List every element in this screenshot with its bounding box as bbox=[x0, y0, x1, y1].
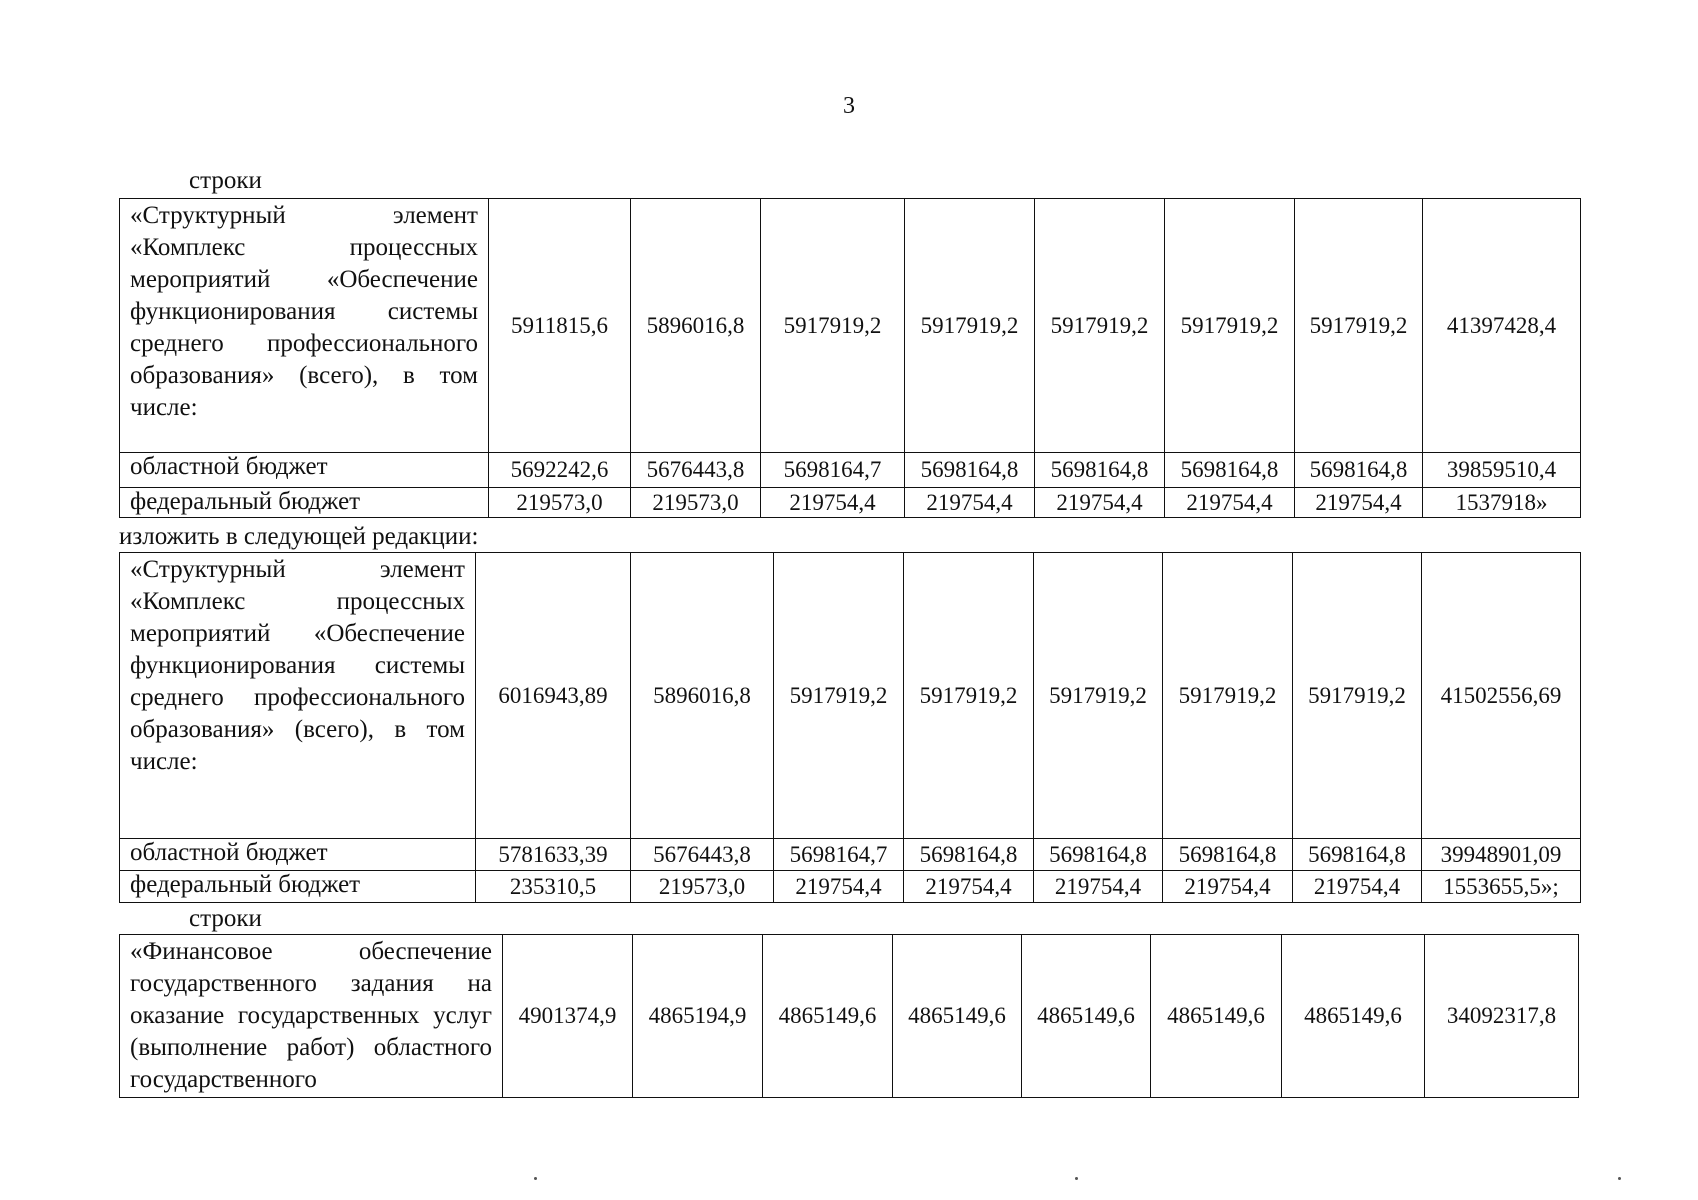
cell-value: 5698164,8 bbox=[1163, 839, 1293, 871]
cell-value: 1537918» bbox=[1423, 488, 1581, 518]
caption-rows: строки bbox=[189, 167, 262, 194]
cell-value: 5917919,2 bbox=[1293, 553, 1422, 839]
cell-value: 219754,4 bbox=[761, 488, 905, 518]
table-new-version bbox=[119, 552, 1581, 903]
cell-value: 5917919,2 bbox=[761, 199, 905, 453]
cell-value: 219754,4 bbox=[904, 871, 1034, 903]
cell-value: 219754,4 bbox=[1034, 871, 1163, 903]
cell-value: 39859510,4 bbox=[1423, 453, 1581, 488]
scan-speck bbox=[1618, 1177, 1621, 1180]
cell-value: 41502556,69 bbox=[1422, 553, 1581, 839]
row-label: федеральный бюджет bbox=[120, 871, 476, 903]
cell-value: 5917919,2 bbox=[905, 199, 1035, 453]
cell-value: 219754,4 bbox=[1165, 488, 1295, 518]
cell-value: 4901374,9 bbox=[503, 935, 633, 1098]
cell-value: 4865149,6 bbox=[1022, 935, 1151, 1098]
cell-value: 6016943,89 bbox=[476, 553, 631, 839]
cell-value: 4865194,9 bbox=[633, 935, 763, 1098]
row-label: «Структурный элемент «Комплекс процессных мероприятий «Обеспечение функционирования системы среднего профессионального образования» (всего), в том числе: bbox=[120, 553, 476, 839]
table-row bbox=[120, 199, 1581, 453]
cell-value: 219754,4 bbox=[1035, 488, 1165, 518]
cell-value: 219754,4 bbox=[1293, 871, 1422, 903]
cell-value: 5698164,8 bbox=[905, 453, 1035, 488]
row-label: областной бюджет bbox=[120, 453, 489, 488]
cell-value: 219573,0 bbox=[631, 488, 761, 518]
cell-value: 39948901,09 bbox=[1422, 839, 1581, 871]
cell-value: 4865149,6 bbox=[893, 935, 1022, 1098]
cell-value: 219573,0 bbox=[631, 871, 774, 903]
table-row bbox=[120, 553, 1581, 839]
cell-value: 5698164,7 bbox=[774, 839, 904, 871]
cell-value: 219754,4 bbox=[905, 488, 1035, 518]
cell-value: 235310,5 bbox=[476, 871, 631, 903]
cell-value: 5676443,8 bbox=[631, 453, 761, 488]
table-row bbox=[120, 453, 1581, 488]
cell-value: 5698164,8 bbox=[1165, 453, 1295, 488]
caption-new-version: изложить в следующей редакции: bbox=[119, 523, 479, 550]
cell-value: 5698164,8 bbox=[904, 839, 1034, 871]
cell-value: 219573,0 bbox=[489, 488, 631, 518]
scan-speck bbox=[1075, 1177, 1078, 1180]
table-row bbox=[120, 871, 1581, 903]
cell-value: 5896016,8 bbox=[631, 553, 774, 839]
row-label: «Структурный элемент «Комплекс процессных мероприятий «Обеспечение функционирования системы среднего профессионального образования» (всего), в том числе: bbox=[120, 199, 489, 453]
cell-value: 5917919,2 bbox=[904, 553, 1034, 839]
cell-value: 1553655,5»; bbox=[1422, 871, 1581, 903]
cell-value: 5917919,2 bbox=[1165, 199, 1295, 453]
table-current-version bbox=[119, 198, 1581, 518]
cell-value: 5917919,2 bbox=[1035, 199, 1165, 453]
cell-value: 34092317,8 bbox=[1425, 935, 1579, 1098]
table-row bbox=[120, 935, 1579, 1098]
cell-value: 4865149,6 bbox=[1151, 935, 1282, 1098]
cell-value: 5698164,8 bbox=[1293, 839, 1422, 871]
cell-value: 5911815,6 bbox=[489, 199, 631, 453]
cell-value: 219754,4 bbox=[1163, 871, 1293, 903]
cell-value: 5698164,8 bbox=[1295, 453, 1423, 488]
page-number: 3 bbox=[843, 93, 855, 119]
cell-value: 219754,4 bbox=[1295, 488, 1423, 518]
cell-value: 5917919,2 bbox=[1163, 553, 1293, 839]
table-financial-support bbox=[119, 934, 1579, 1098]
cell-value: 5698164,7 bbox=[761, 453, 905, 488]
row-label: областной бюджет bbox=[120, 839, 476, 871]
row-label: федеральный бюджет bbox=[120, 488, 489, 518]
cell-value: 4865149,6 bbox=[763, 935, 893, 1098]
table-row bbox=[120, 839, 1581, 871]
table-row bbox=[120, 488, 1581, 518]
cell-value: 5896016,8 bbox=[631, 199, 761, 453]
caption-rows-2: строки bbox=[189, 905, 262, 932]
cell-value: 4865149,6 bbox=[1282, 935, 1425, 1098]
cell-value: 5692242,6 bbox=[489, 453, 631, 488]
cell-value: 5917919,2 bbox=[1295, 199, 1423, 453]
cell-value: 5781633,39 bbox=[476, 839, 631, 871]
cell-value: 5698164,8 bbox=[1034, 839, 1163, 871]
row-label: «Финансовое обеспечение государственного задания на оказание государственных услуг (выполнение работ) областного государственного bbox=[120, 935, 503, 1098]
cell-value: 5917919,2 bbox=[1034, 553, 1163, 839]
cell-value: 41397428,4 bbox=[1423, 199, 1581, 453]
cell-value: 5698164,8 bbox=[1035, 453, 1165, 488]
cell-value: 5676443,8 bbox=[631, 839, 774, 871]
scan-speck bbox=[534, 1177, 537, 1180]
cell-value: 5917919,2 bbox=[774, 553, 904, 839]
cell-value: 219754,4 bbox=[774, 871, 904, 903]
